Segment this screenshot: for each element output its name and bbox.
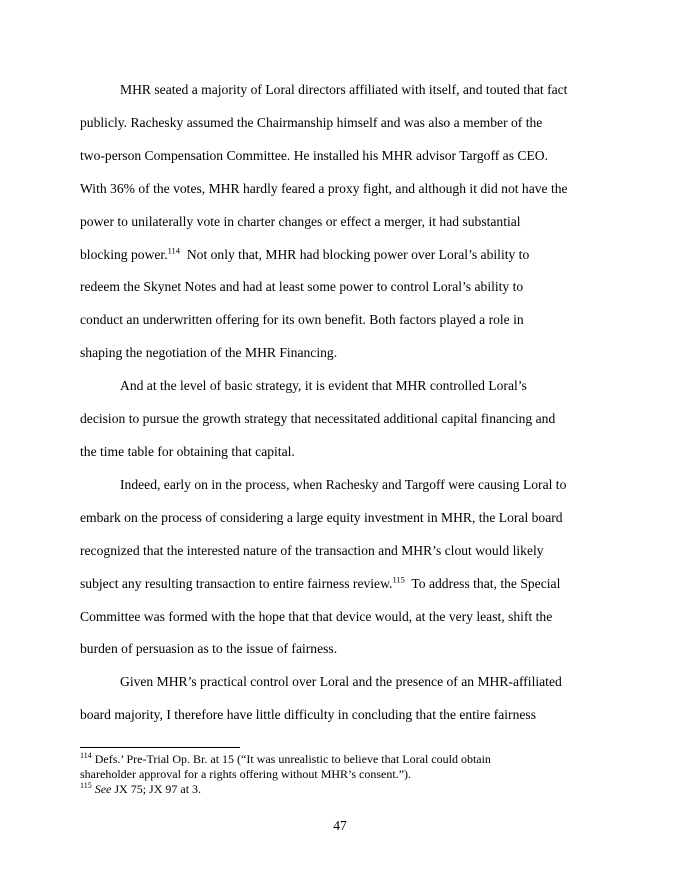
text-line: conduct an underwritten offering for its own benefit. Both factors played a role in <box>80 312 524 328</box>
text-line-with-footnote <box>80 239 600 272</box>
text-fragment: blocking power. <box>80 246 168 262</box>
text-line: With 36% of the votes, MHR hardly feared a proxy fight, and although it did not have the <box>80 180 568 196</box>
page-number: 47 <box>333 818 347 833</box>
text-line: shaping the negotiation of the MHR Financing. <box>80 345 338 361</box>
body-text <box>80 74 600 732</box>
paragraph-2 <box>80 370 600 469</box>
text-line: burden of persuasion as to the issue of fairness. <box>80 641 338 657</box>
text-line: Indeed, early on in the process, when Rachesky and Targoff were causing Loral to <box>120 476 567 492</box>
footnote-115 <box>80 782 600 797</box>
text-line: Given MHR’s practical control over Loral and the presence of an MHR-affiliated <box>120 674 562 690</box>
footnote-114-continued: shareholder approval for a rights offering without MHR’s consent.”). <box>80 767 412 781</box>
text-line: Committee was formed with the hope that that device would, at the very least, shift the <box>80 608 553 624</box>
footnote-text: JX 75; JX 97 at 3. <box>111 782 202 796</box>
text-fragment: To address that, the Special <box>404 575 561 591</box>
paragraph-3 <box>80 469 600 666</box>
footnote-text: Defs.’ Pre-Trial Op. Br. at 15 (“It was unrealistic to believe that Loral could obtain <box>91 752 491 766</box>
text-line: recognized that the interested nature of the transaction and MHR’s clout would likely <box>80 542 544 558</box>
footnote-number: 114 <box>80 751 92 760</box>
text-fragment: Not only that, MHR had blocking power over Loral’s ability to <box>180 246 530 262</box>
footnote-114 <box>80 752 600 767</box>
text-line: embark on the process of considering a large equity investment in MHR, the Loral board <box>80 509 563 525</box>
paragraph-4 <box>80 666 600 732</box>
text-line: the time table for obtaining that capital. <box>80 443 295 459</box>
text-line: publicly. Rachesky assumed the Chairmanship himself and was also a member of the <box>80 114 543 130</box>
text-line: redeem the Skynet Notes and had at least some power to control Loral’s ability to <box>80 279 524 295</box>
footnote-ref-114[interactable]: 114 <box>167 245 181 255</box>
text-line: MHR seated a majority of Loral directors affiliated with itself, and touted that fact <box>120 82 568 97</box>
text-line: power to unilaterally vote in charter changes or effect a merger, it had substantial <box>80 213 521 229</box>
text-fragment: subject any resulting transaction to entire fairness review. <box>80 575 393 591</box>
text-line: board majority, I therefore have little difficulty in concluding that the entire fairness <box>80 707 536 723</box>
text-line: decision to pursue the growth strategy that necessitated additional capital financing and <box>80 411 556 427</box>
footnotes <box>80 752 600 797</box>
footnote-number: 115 <box>80 781 92 790</box>
text-line: two-person Compensation Committee. He installed his MHR advisor Targoff as CEO. <box>80 147 548 163</box>
text-line: And at the level of basic strategy, it is evident that MHR controlled Loral’s <box>120 378 527 394</box>
footnote-divider <box>80 747 240 748</box>
text-line-with-footnote <box>80 568 600 601</box>
footnote-ref-115[interactable]: 115 <box>392 574 405 585</box>
paragraph-1 <box>80 74 600 370</box>
footnote-signal: See <box>94 782 112 796</box>
